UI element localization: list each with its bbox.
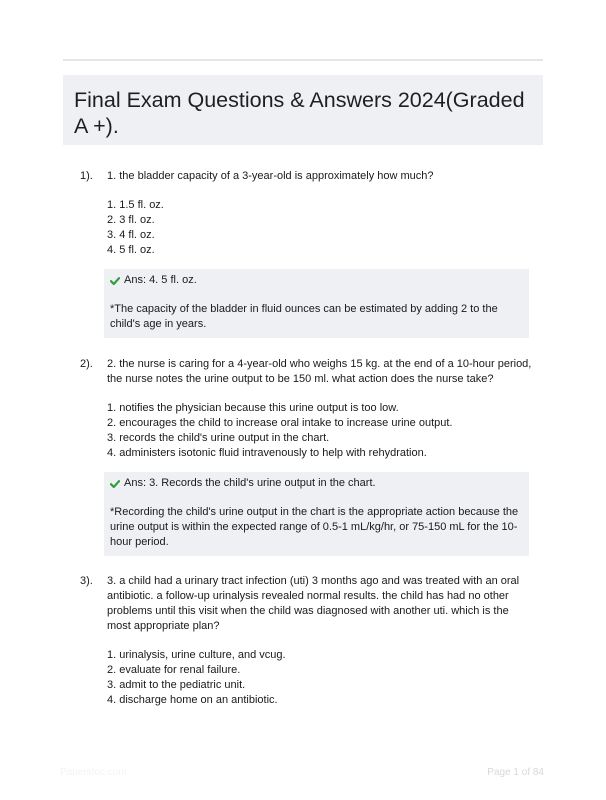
options-list (107, 401, 535, 461)
option: 2. 3 fl. oz. (107, 214, 155, 226)
option: 1. notifies the physician because this urine output is too low. (107, 402, 399, 414)
question-number: 2). (80, 358, 93, 370)
option: 4. discharge home on an antibiotic. (107, 694, 278, 706)
option: 2. evaluate for renal failure. (107, 664, 241, 676)
answer-box (104, 269, 529, 338)
question-text: 1. the bladder capacity of a 3-year-old is approximately how much? (107, 170, 434, 182)
question-number: 1). (80, 170, 93, 182)
question-number: 3). (80, 575, 93, 587)
answer-text: Ans: 3. Records the child's urine output in the chart. (124, 477, 376, 489)
answer-text: Ans: 4. 5 fl. oz. (124, 274, 197, 286)
option: 3. admit to the pediatric unit. (107, 679, 246, 691)
check-icon (110, 276, 120, 286)
title-banner (63, 75, 543, 145)
footer-watermark: Paperstoc.com (60, 767, 127, 778)
question-text: 2. the nurse is caring for a 4-year-old who weighs 15 kg. at the end of a 10-hour period, the nurse notes the urine output to be 150 ml. what action does the nurse take? (107, 358, 532, 385)
option: 2. encourages the child to increase oral intake to increase urine output. (107, 417, 453, 429)
option: 3. 4 fl. oz. (107, 229, 155, 241)
question-text: 3. a child had a urinary tract infection (uti) 3 months ago and was treated with an oral antibiotic. a follow-up urinalysis revealed normal results. the child has had no other problems until this visit when the child was diagnosed with another uti. which is the most appropriate plan? (107, 575, 520, 632)
options-list (107, 198, 535, 258)
answer-box (104, 472, 529, 556)
option: 4. administers isotonic fluid intravenously to help with rehydration. (107, 447, 427, 459)
answer-explanation: *Recording the child's urine output in the chart is the appropriate action because the urine output is within the expected range of 0.5-1 mL/kg/hr, or 75-150 mL for the 10-hour period. (110, 506, 519, 548)
top-divider (63, 59, 543, 61)
options-list (107, 648, 535, 708)
page-number: Page 1 of 84 (487, 767, 544, 778)
answer-explanation: *The capacity of the bladder in fluid ounces can be estimated by adding 2 to the child's age in years. (110, 303, 498, 330)
option: 3. records the child's urine output in the chart. (107, 432, 330, 444)
check-icon (110, 479, 120, 489)
option: 4. 5 fl. oz. (107, 244, 155, 256)
page-title: Final Exam Questions & Answers 2024(Graded A +). (74, 88, 525, 138)
option: 1. urinalysis, urine culture, and vcug. (107, 649, 286, 661)
option: 1. 1.5 fl. oz. (107, 199, 164, 211)
